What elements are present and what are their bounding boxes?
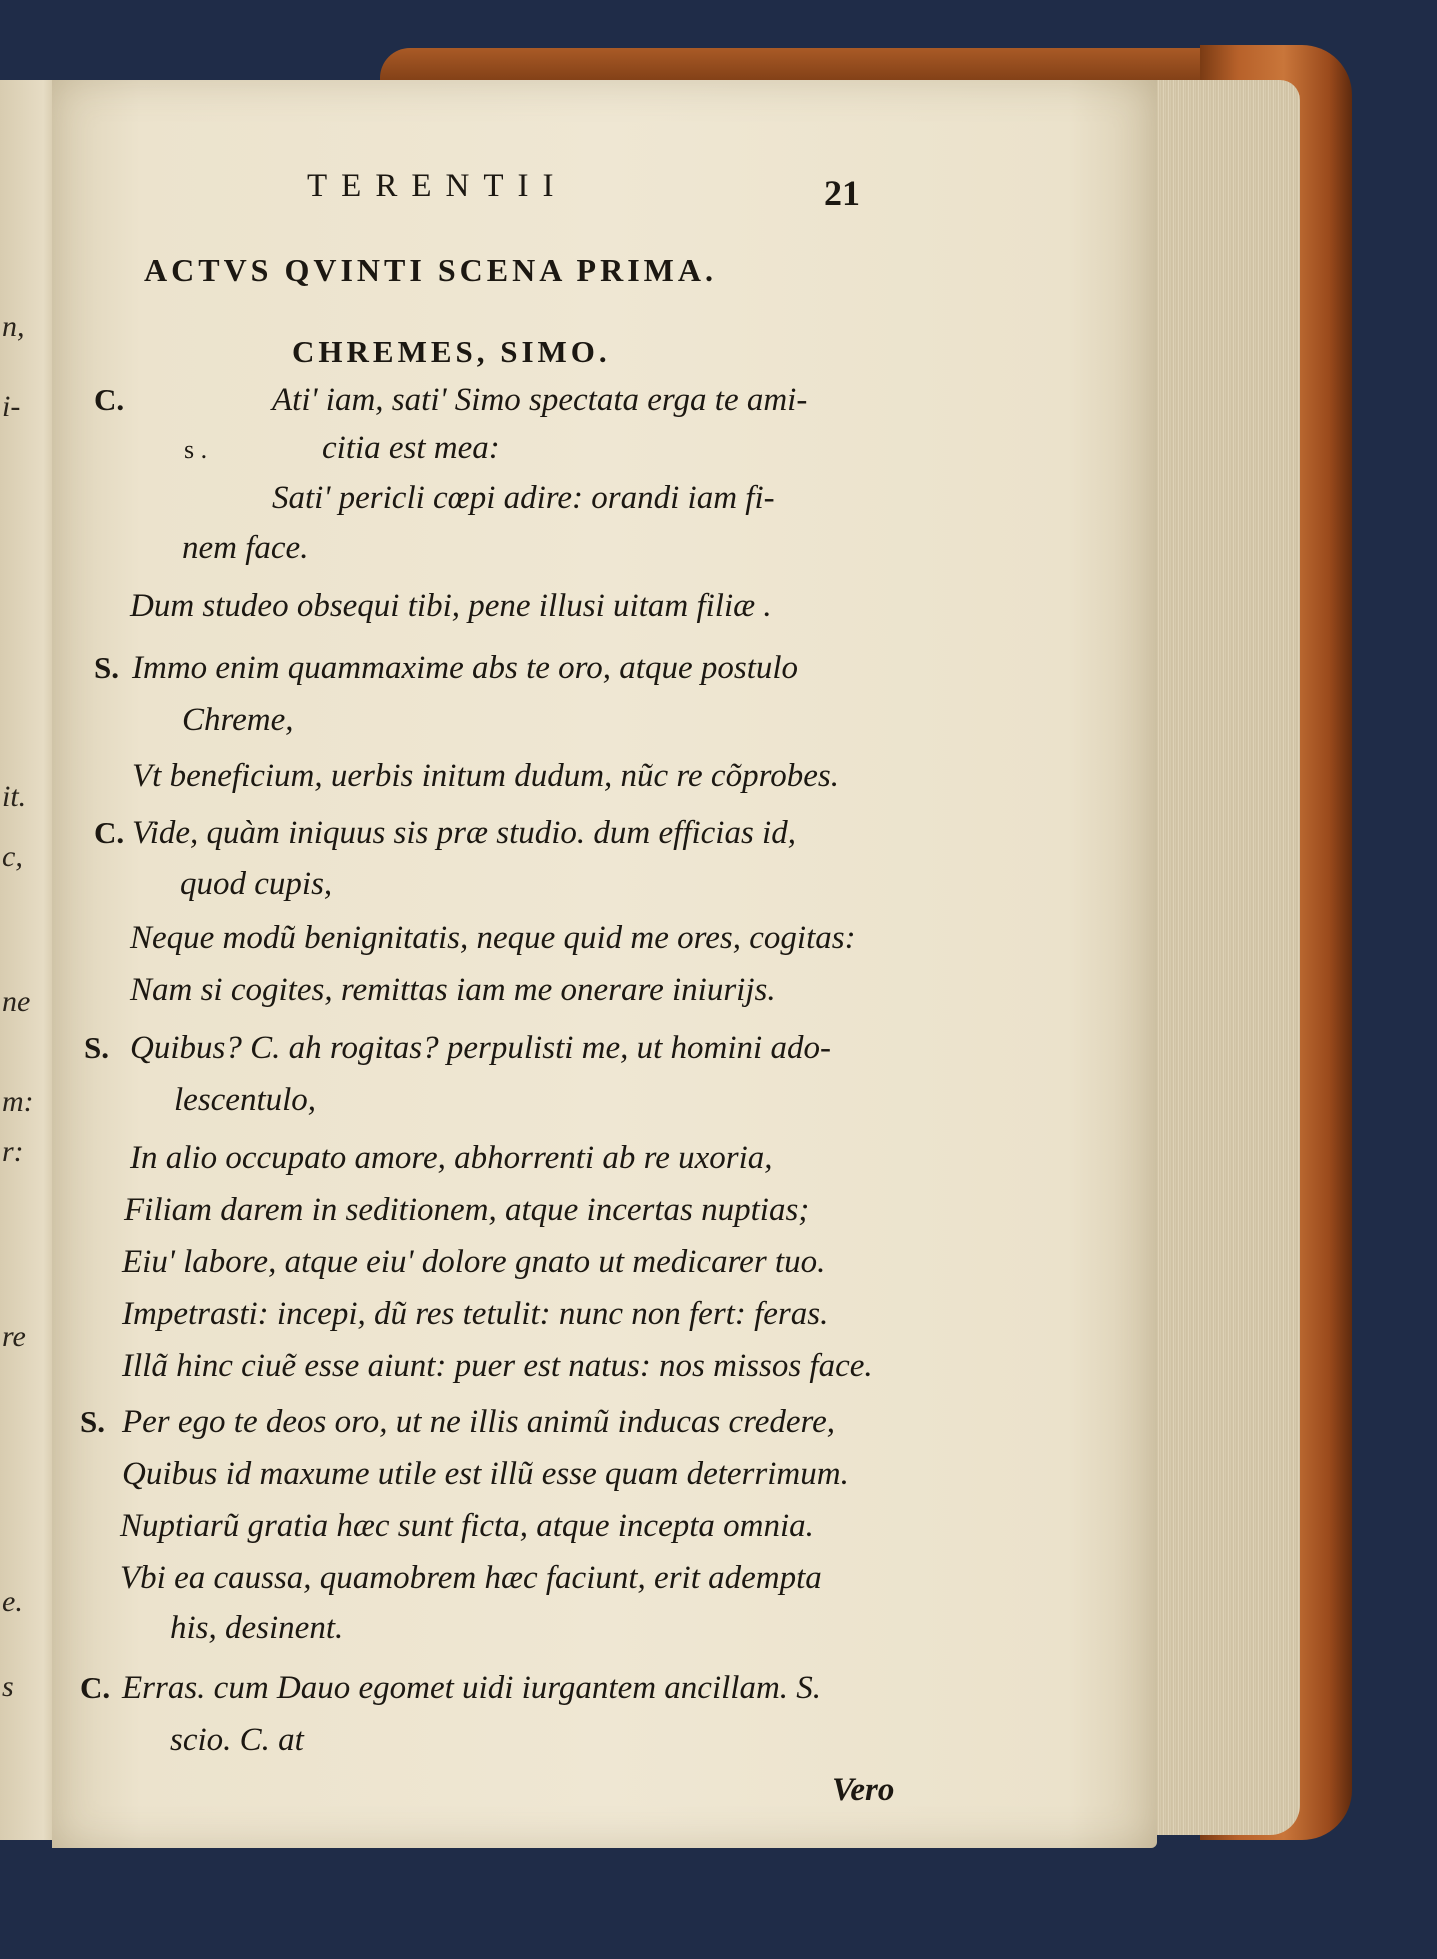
page-edges (1150, 80, 1300, 1835)
verse-line: quod cupis, (180, 866, 333, 902)
verse-line: Ati' iam, sati' Simo spectata erga te ami- (272, 382, 808, 418)
verse-line: Quibus? C. ah rogitas? perpulisti me, ut homini ado- (130, 1030, 831, 1066)
facing-fragment: i- (2, 390, 21, 423)
facing-fragment: s (2, 1670, 14, 1703)
verse-line: Filiam darem in seditionem, atque incertas nuptias; (124, 1192, 810, 1228)
verse-line: his, desinent. (170, 1610, 344, 1646)
verse-line: Chreme, (182, 702, 294, 738)
verse-line: scio. C. at (170, 1722, 304, 1758)
speaker-mark: C. (94, 815, 125, 850)
speaker-mark: S. (94, 650, 119, 685)
facing-fragment: ne (2, 985, 31, 1018)
stray-print: s . (184, 435, 208, 464)
facing-fragment: e. (2, 1585, 23, 1618)
cast-list: CHREMES, SIMO. (292, 334, 611, 369)
verse-line: Dum studeo obsequi tibi, pene illusi uitam filiæ . (130, 588, 772, 624)
verse-line: Quibus id maxume utile est illũ esse quam deterrimum. (122, 1456, 849, 1492)
verse-line: Illã hinc ciuẽ esse aiunt: puer est natus: nos missos face. (122, 1348, 873, 1384)
verse-line: Vt beneficium, uerbis initum dudum, nũc re cõprobes. (132, 758, 839, 794)
verse-line: Nam si cogites, remittas iam me onerare iniurijs. (130, 972, 776, 1008)
verse-line: Eiu' labore, atque eiu' dolore gnato ut medicarer tuo. (122, 1244, 826, 1280)
verse-line: Sati' pericli cœpi adire: orandi iam fi- (272, 480, 775, 516)
verse-line: Neque modũ benignitatis, neque quid me ores, cogitas: (130, 920, 856, 956)
facing-fragment: c, (2, 840, 23, 873)
verse-line: Immo enim quammaxime abs te oro, atque postulo (132, 650, 799, 686)
act-title: ACTVS QVINTI SCENA PRIMA. (144, 252, 717, 288)
facing-fragment: m: (2, 1085, 34, 1118)
facing-fragment: r: (2, 1135, 24, 1168)
verse-line: Impetrasti: incepi, dũ res tetulit: nunc non fert: feras. (122, 1296, 829, 1332)
running-head: TERENTII (307, 168, 568, 204)
verse-line: Vide, quàm iniquus sis præ studio. dum efficias id, (132, 815, 796, 851)
folio-number: 21 (824, 173, 860, 213)
verse-line: In alio occupato amore, abhorrenti ab re uxoria, (130, 1140, 773, 1176)
facing-fragment: re (2, 1320, 26, 1353)
speaker-mark: S. (80, 1404, 105, 1439)
book-page (52, 80, 1157, 1848)
verse-line: Erras. cum Dauo egomet uidi iurgantem ancillam. S. (122, 1670, 822, 1706)
catchword: Vero (832, 1772, 895, 1808)
verse-line: Per ego te deos oro, ut ne illis animũ inducas credere, (122, 1404, 836, 1440)
speaker-mark: S. (84, 1030, 109, 1065)
verse-line: nem face. (182, 530, 309, 566)
verse-line: Nuptiarũ gratia hæc sunt ficta, atque incepta omnia. (120, 1508, 814, 1544)
speaker-mark: C. (80, 1670, 111, 1705)
verse-line: lescentulo, (174, 1082, 317, 1118)
verse-line: citia est mea: (322, 430, 500, 466)
speaker-mark: C. (94, 382, 125, 417)
facing-fragment: n, (2, 310, 25, 343)
facing-fragment: it. (2, 780, 27, 813)
verse-line: Vbi ea caussa, quamobrem hæc faciunt, erit adempta (120, 1560, 822, 1596)
